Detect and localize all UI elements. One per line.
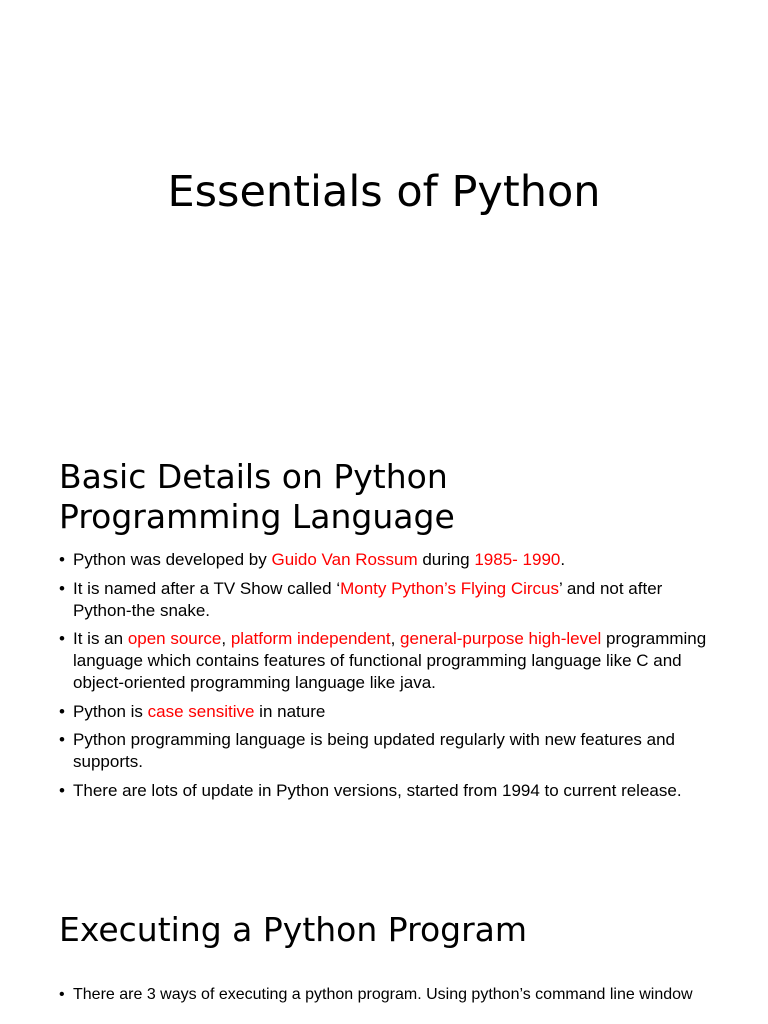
slide-heading-line-2: Programming Language [59,497,455,536]
bullet-icon: • [59,701,65,721]
highlighted-text: open source [127,629,222,648]
bullet-icon: • [59,629,65,648]
executing-python-slide [0,860,768,1024]
slide-heading: Executing a Python Program [59,910,528,949]
bullet-icon: • [59,730,65,749]
bullet-item: • It is named after a TV Show called ‘Monty Python’s Flying Circus’ and not after Python-the snake. [59,578,663,620]
title-slide [0,0,768,420]
slide-heading [59,457,728,537]
bullet-item: • There are lots of update in Python versions, started from 1994 to current release. [59,780,682,800]
highlighted-text: Guido Van Rossum [271,550,418,569]
slide-heading-line-1: Basic Details on Python [59,457,448,496]
bullet-list [57,549,724,808]
bullet-item: • Python is case sensitive in nature [59,701,326,721]
highlighted-text: platform independent [230,629,391,648]
bullet-item: • Python programming language is being updated regularly with new features and supports. [59,730,675,771]
bullet-item: • Python was developed by Guido Van Rossum during 1985- 1990. [59,550,566,569]
bullet-icon: • [59,780,65,800]
highlighted-text: 1985- 1990 [474,550,561,569]
bullet-icon: • [59,986,65,1003]
bullet-item: • It is an open source, platform independent, general-purpose high-level programming language which contains features of functional programming language like C and object-oriented programming language like java. [59,629,707,692]
highlighted-text: general-purpose high-level [400,629,602,648]
bullet-item: • There are 3 ways of executing a python program. Using python’s command line window [59,986,693,1003]
basic-details-slide [0,420,768,860]
document-title: Essentials of Python [167,167,601,217]
bullet-list [57,984,724,1012]
highlighted-text: case sensitive [147,701,255,721]
bullet-icon: • [59,550,65,569]
highlighted-text: Monty Python’s Flying Circus [340,578,559,598]
bullet-icon: • [59,578,65,598]
